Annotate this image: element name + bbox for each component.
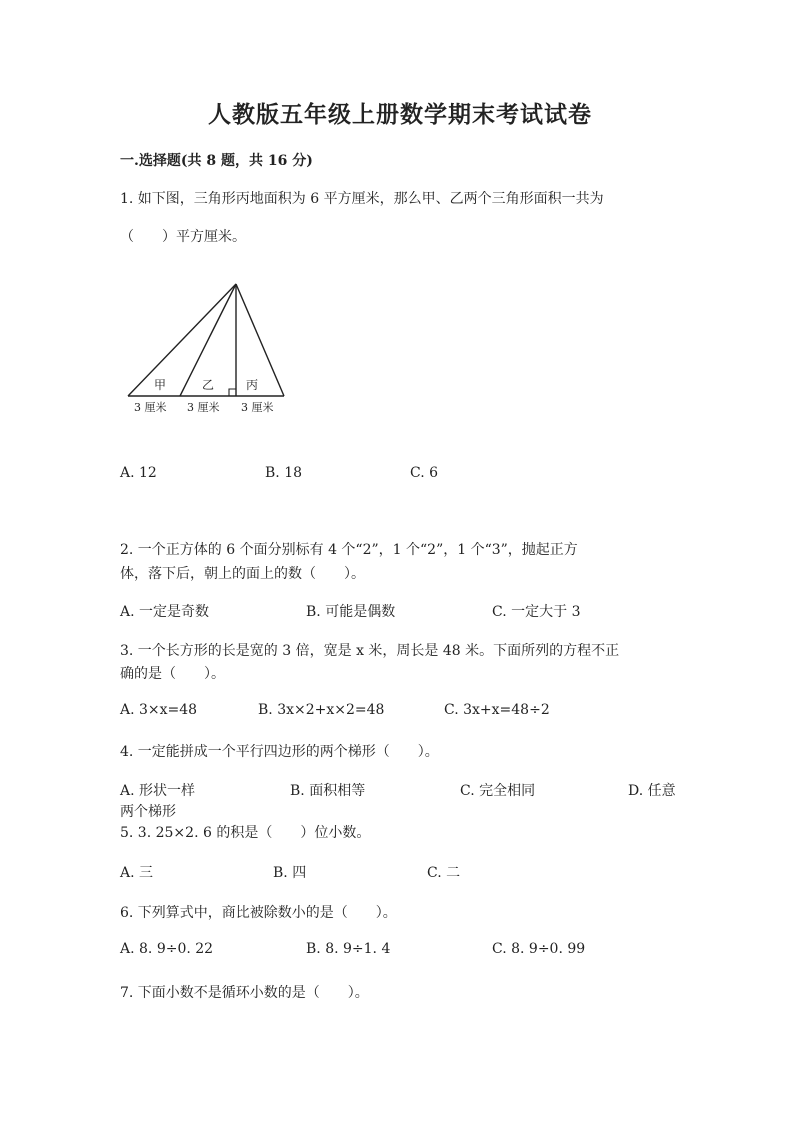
q2-option-b[interactable]: B. 可能是偶数 xyxy=(306,604,396,620)
figure-bottom-label-1: 3 厘米 xyxy=(134,401,167,414)
q2-option-c[interactable]: C. 一定大于 3 xyxy=(492,604,581,620)
figure-label-bing: 丙 xyxy=(246,378,259,392)
figure-label-jia: 甲 xyxy=(154,378,167,392)
q3-option-a[interactable]: A. 3×x=48 xyxy=(120,702,198,718)
q1-option-a[interactable]: A. 12 xyxy=(120,465,157,481)
q5-text-line1: 5. 3. 25×2. 6 的积是（ ）位小数。 xyxy=(120,825,371,841)
q4-text-line1: 4. 一定能拼成一个平行四边形的两个梯形（ ）。 xyxy=(120,744,439,760)
q2-text-line1: 2. 一个正方体的 6 个面分别标有 4 个“2”，1 个“2”，1 个“3”，抛起正方 xyxy=(120,542,578,558)
q2-option-a[interactable]: A. 一定是奇数 xyxy=(120,604,210,620)
figure-bottom-label-3: 3 厘米 xyxy=(241,401,274,414)
q1-option-c[interactable]: C. 6 xyxy=(410,465,439,481)
q3-text-line2: 确的是（ ）。 xyxy=(120,666,225,682)
section-heading: 一.选择题(共 8 题，共 16 分) xyxy=(120,153,313,169)
figure-left-edge xyxy=(128,284,236,396)
q5-option-a[interactable]: A. 三 xyxy=(120,865,154,881)
q7-text-line1: 7. 下面小数不是循环小数的是（ ）。 xyxy=(120,985,369,1001)
q4-option-a[interactable]: A. 形状一样 xyxy=(120,783,196,799)
q4-option-c[interactable]: C. 完全相同 xyxy=(460,783,536,799)
figure-right-edge xyxy=(236,284,284,396)
figure-bottom-label-2: 3 厘米 xyxy=(187,401,220,414)
q4-option-b[interactable]: B. 面积相等 xyxy=(290,783,366,799)
q3-text-line1: 3. 一个长方形的长是宽的 3 倍，宽是 x 米，周长是 48 米。下面所列的方程不正 xyxy=(120,643,620,659)
q6-option-a[interactable]: A. 8. 9÷0. 22 xyxy=(120,941,214,957)
triangle-figure xyxy=(120,278,300,418)
q5-option-c[interactable]: C. 二 xyxy=(427,865,461,881)
q1-text-line1: 1. 如下图，三角形丙地面积为 6 平方厘米，那么甲、乙两个三角形面积一共为 xyxy=(120,191,604,207)
q1-text-line2: （ ）平方厘米。 xyxy=(120,229,246,245)
exam-title: 人教版五年级上册数学期末考试试卷 xyxy=(208,101,592,128)
q6-text-line1: 6. 下列算式中，商比被除数小的是（ ）。 xyxy=(120,905,397,921)
q3-option-c[interactable]: C. 3x+x=48÷2 xyxy=(444,702,550,718)
q4-option-d-continued: 两个梯形 xyxy=(120,804,176,820)
q6-option-c[interactable]: C. 8. 9÷0. 99 xyxy=(492,941,586,957)
q1-option-b[interactable]: B. 18 xyxy=(265,465,303,481)
q6-option-b[interactable]: B. 8. 9÷1. 4 xyxy=(306,941,391,957)
q2-text-line2: 体，落下后，朝上的面上的数（ ）。 xyxy=(120,566,365,582)
q3-option-b[interactable]: B. 3x×2+x×2=48 xyxy=(258,702,385,718)
right-angle-mark xyxy=(229,389,236,396)
figure-label-yi: 乙 xyxy=(202,378,215,392)
q5-option-b[interactable]: B. 四 xyxy=(273,865,307,881)
q4-option-d[interactable]: D. 任意 xyxy=(628,783,676,799)
